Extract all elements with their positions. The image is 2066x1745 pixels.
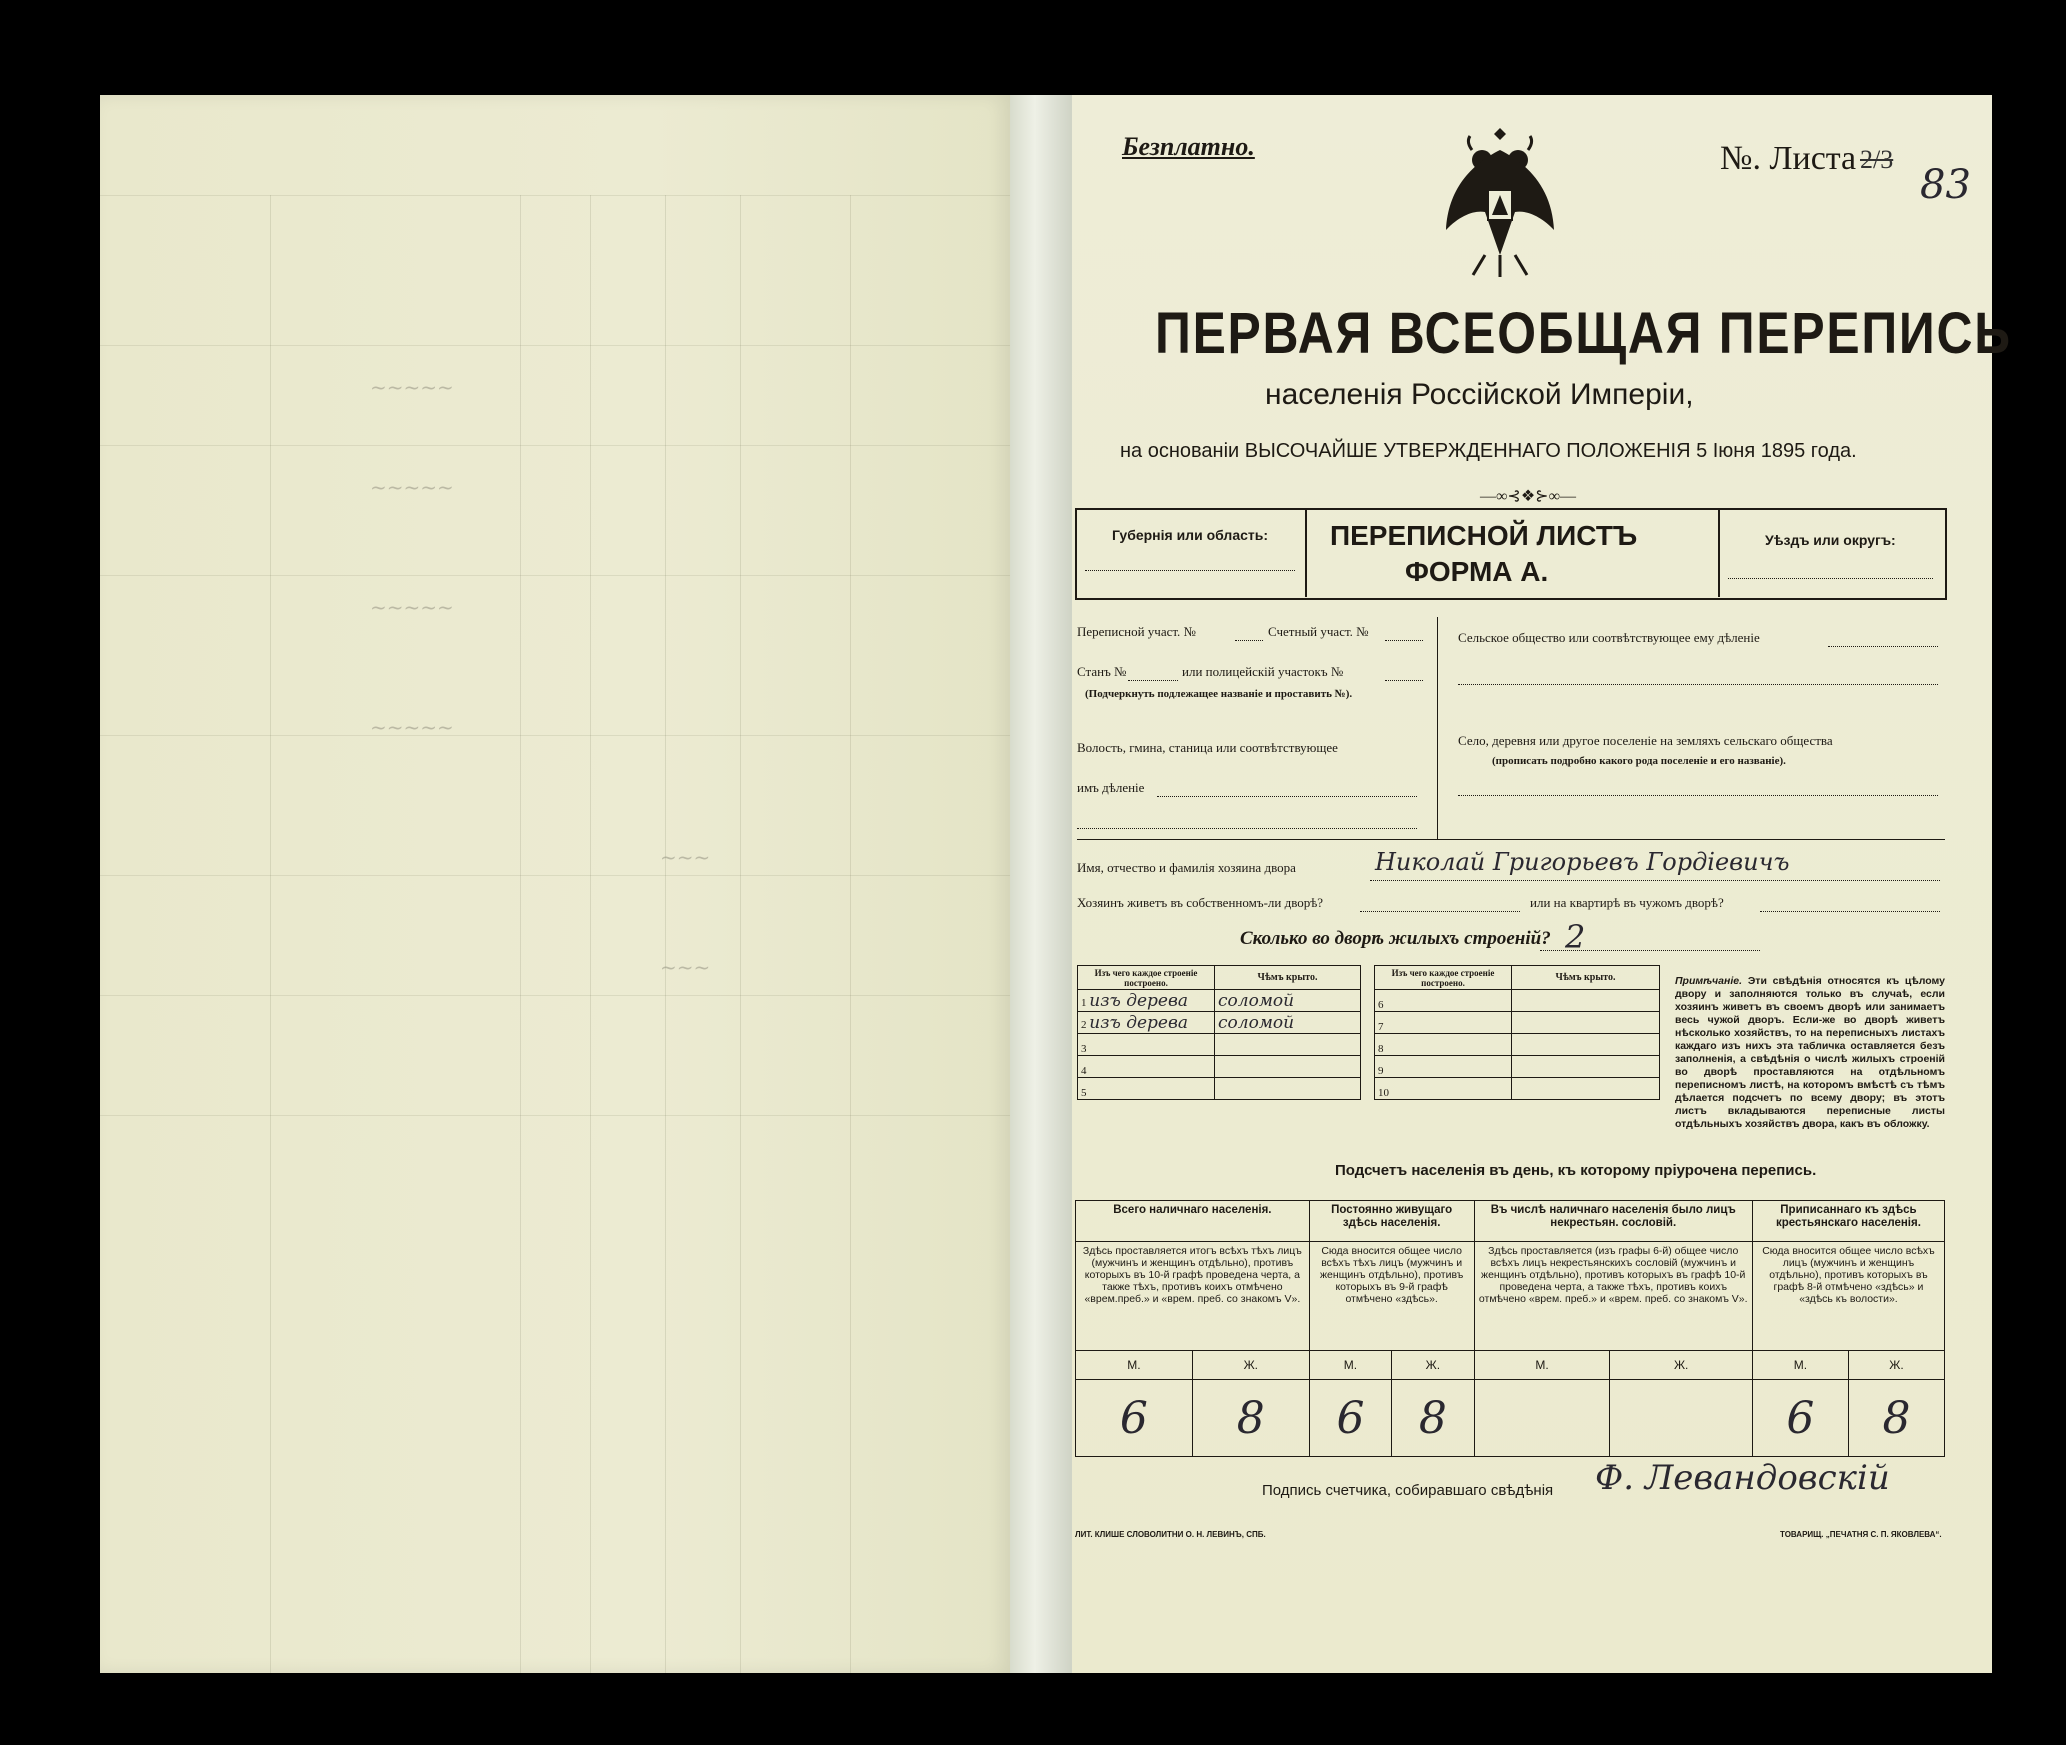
buildings-count: 2 <box>1565 918 1586 956</box>
buildings-question: Сколько во дворѣ жилыхъ строеній? <box>1240 928 1551 949</box>
binding-strip <box>1010 95 1072 1673</box>
police-field[interactable] <box>1385 680 1423 681</box>
registered-female-value[interactable]: 8 <box>1848 1380 1944 1457</box>
form-letter: ФОРМА А. <box>1405 556 1549 587</box>
table-row[interactable]: 7 <box>1375 1012 1660 1034</box>
signature-value: Ф. Левандовскій <box>1595 1458 1890 1498</box>
table-row[interactable]: 10 <box>1375 1078 1660 1100</box>
stan-label: Станъ № <box>1077 664 1127 679</box>
census-heading: Подсчетъ населенія въ день, къ которому пріурочена перепись. <box>1335 1162 1817 1179</box>
uezd-field[interactable] <box>1728 578 1933 579</box>
form-subtitle: населенія Россійской Имперіи, <box>1265 378 1694 411</box>
police-label: или полицейскій участокъ № <box>1182 664 1344 679</box>
sheet-number-label: №. Листа <box>1720 140 1857 177</box>
printer-right: ТОВАРИЩ. „ПЕЧАТНЯ С. П. ЯКОВЛЕВА“. <box>1780 1530 1942 1539</box>
uezd-label: Уѣздъ или округъ: <box>1765 532 1896 548</box>
lives-other-label: или на квартирѣ въ чужомъ дворѣ? <box>1530 895 1724 910</box>
table-row[interactable]: 8 <box>1375 1034 1660 1056</box>
registered-male-value[interactable]: 6 <box>1752 1380 1848 1457</box>
lives-own-field[interactable] <box>1360 911 1520 912</box>
underline-note: (Подчеркнуть подлежащее названіе и проставить №). <box>1085 688 1353 700</box>
owner-field[interactable] <box>1370 880 1940 881</box>
delenie-label: имъ дѣленіе <box>1077 780 1145 795</box>
fields-divider <box>1437 617 1438 839</box>
selsk-field[interactable] <box>1828 646 1938 647</box>
schetny-field[interactable] <box>1385 640 1423 641</box>
table-row[interactable]: 9 <box>1375 1056 1660 1078</box>
left-page: ~~~~~ ~~~~~ ~~~~~ ~~~~~ ~~~ ~~~ <box>100 95 1010 1673</box>
volost-label: Волость, гмина, станица или соотвѣтствующее <box>1077 740 1338 755</box>
sheet-title: ПЕРЕПИСНОЙ ЛИСТЪ <box>1330 520 1638 551</box>
total-male-value[interactable]: 6 <box>1076 1380 1193 1457</box>
faint-bleed-text: ~~~~~ <box>370 375 454 399</box>
selo-field[interactable] <box>1458 795 1938 796</box>
volost-field[interactable] <box>1157 796 1417 797</box>
selo-label: Село, деревня или другое поселеніе на земляхъ сельскаго общества <box>1458 733 1833 748</box>
gubernia-label: Губернія или область: <box>1112 527 1269 543</box>
table-row[interactable]: 1 изъ дерева соломой <box>1078 990 1361 1012</box>
sheet-number-handwritten: 83 <box>1920 162 1971 208</box>
owner-label: Имя, отчество и фамилія хозяина двора <box>1077 860 1296 875</box>
lives-other-field[interactable] <box>1760 911 1940 912</box>
total-female-value[interactable]: 8 <box>1192 1380 1309 1457</box>
uchastok-label: Переписной участ. № <box>1077 624 1196 639</box>
noncrestian-female-value[interactable] <box>1610 1380 1752 1457</box>
note-block: Примѣчаніе. Эти свѣдѣнія относятся къ цѣлому двору и заполняются только въ случаѣ, если хозяинъ живетъ въ своемъ дворѣ или занимаетъ весь чужой дворъ. Если-же во дворѣ живетъ нѣсколько хозяйствъ, то на переписныхъ листахъ каждаго изъ нихъ эта табличка оставляется безъ заполненія, а свѣдѣнія о числѣ жилыхъ строеній во дворѣ проставляются на отдѣльномъ переписномъ листѣ, на которомъ вмѣстѣ съ тѣмъ дѣлается подсчетъ по всему двору; въ этотъ листъ вкладываются переписные листы отдѣльныхъ хозяйствъ двора, какъ въ обложку. <box>1675 975 1945 1130</box>
census-count-table: Всего наличнаго населенія. Постоянно живущаго здѣсь населенія. Въ числѣ наличнаго населенія было лицъ некрестьян. сословій. Приписаннаго къ здѣсь крестьянскаго населенія. Здѣсь проставляется итогъ всѣхъ тѣхъ лицъ (мужчинъ и женщинъ отдѣльно), противъ которыхъ въ 10-й графѣ проведена черта, а также тѣхъ, противъ коихъ отмѣчено «врем.преб.» и «врем. преб. со знакомъ V». Сюда вносится общее число всѣхъ тѣхъ лицъ (мужчинъ и женщинъ отдѣльно), противъ которыхъ въ 9-й графѣ отмѣчено «здѣсь». Здѣсь проставляется (изъ графы 6-й) общее число всѣхъ лицъ некрестьянскихъ сословій (мужчинъ и женщинъ отдѣльно), противъ которыхъ въ графѣ 10-й проведена черта, а также тѣхъ, противъ коихъ отмѣчено «врем. преб.» и «врем. преб. со знакомъ V». Сюда вносится общее число всѣхъ лицъ (мужчинъ и женщинъ отдѣльно), противъ которыхъ въ графѣ 8-й отмѣчено «здѣсь» и «здѣсь къ волости». М. Ж. М. Ж. М. Ж. М. Ж. 6 8 6 8 6 8 <box>1075 1200 1945 1457</box>
permanent-female-value[interactable]: 8 <box>1392 1380 1474 1457</box>
selsk-label: Сельское общество или соотвѣтствующее ему дѣленіе <box>1458 630 1760 645</box>
table-row[interactable]: 2 изъ дерева соломой <box>1078 1012 1361 1034</box>
schetny-label: Счетный участ. № <box>1268 624 1369 639</box>
buildings-table-right: Изъ чего каждое строеніе построено. Чѣмъ крыто. 6 7 8 9 10 <box>1374 965 1660 1100</box>
permanent-male-value[interactable]: 6 <box>1309 1380 1391 1457</box>
table-row[interactable]: 5 <box>1078 1078 1361 1100</box>
legal-basis: на основаніи ВЫСОЧАЙШЕ УТВЕРЖДЕННАГО ПОЛОЖЕНІЯ 5 Іюня 1895 года. <box>1120 440 1857 462</box>
printer-left: ЛИТ. КЛИШЕ СЛОВОЛИТНИ О. Н. ЛЕВИНЪ, СПБ. <box>1075 1530 1266 1539</box>
table-row[interactable]: 4 <box>1078 1056 1361 1078</box>
table-row[interactable]: 6 <box>1375 990 1660 1012</box>
noncrestian-male-value[interactable] <box>1474 1380 1610 1457</box>
signature-label: Подпись счетчика, собиравшаго свѣдѣнія <box>1262 1482 1554 1499</box>
table-row[interactable]: 3 <box>1078 1034 1361 1056</box>
buildings-table-left: Изъ чего каждое строеніе построено. Чѣмъ крыто. 1 изъ дерева соломой 2 изъ дерева соломой 3 4 5 <box>1077 965 1361 1100</box>
form-title: ПЕРВАЯ ВСЕОБЩАЯ ПЕРЕПИСЬ <box>1155 301 2012 366</box>
stan-field[interactable] <box>1128 680 1178 681</box>
gubernia-field[interactable] <box>1085 570 1295 571</box>
free-label: Безплатно. <box>1122 132 1255 161</box>
double-headed-eagle-emblem <box>1440 120 1560 285</box>
selo-note: (прописать подробно какого рода поселеніе и его названіе). <box>1492 755 1786 767</box>
lives-own-label: Хозяинъ живетъ въ собственномъ-ли дворѣ? <box>1077 895 1324 910</box>
uchastok-field[interactable] <box>1235 640 1263 641</box>
ornament: —∞⊰❖⊱∞— <box>1480 488 1576 505</box>
owner-name-value: Николай Григорьевъ Гордіевичъ <box>1375 848 1790 876</box>
sheet-number-crossed: 2/3 <box>1860 145 1894 174</box>
